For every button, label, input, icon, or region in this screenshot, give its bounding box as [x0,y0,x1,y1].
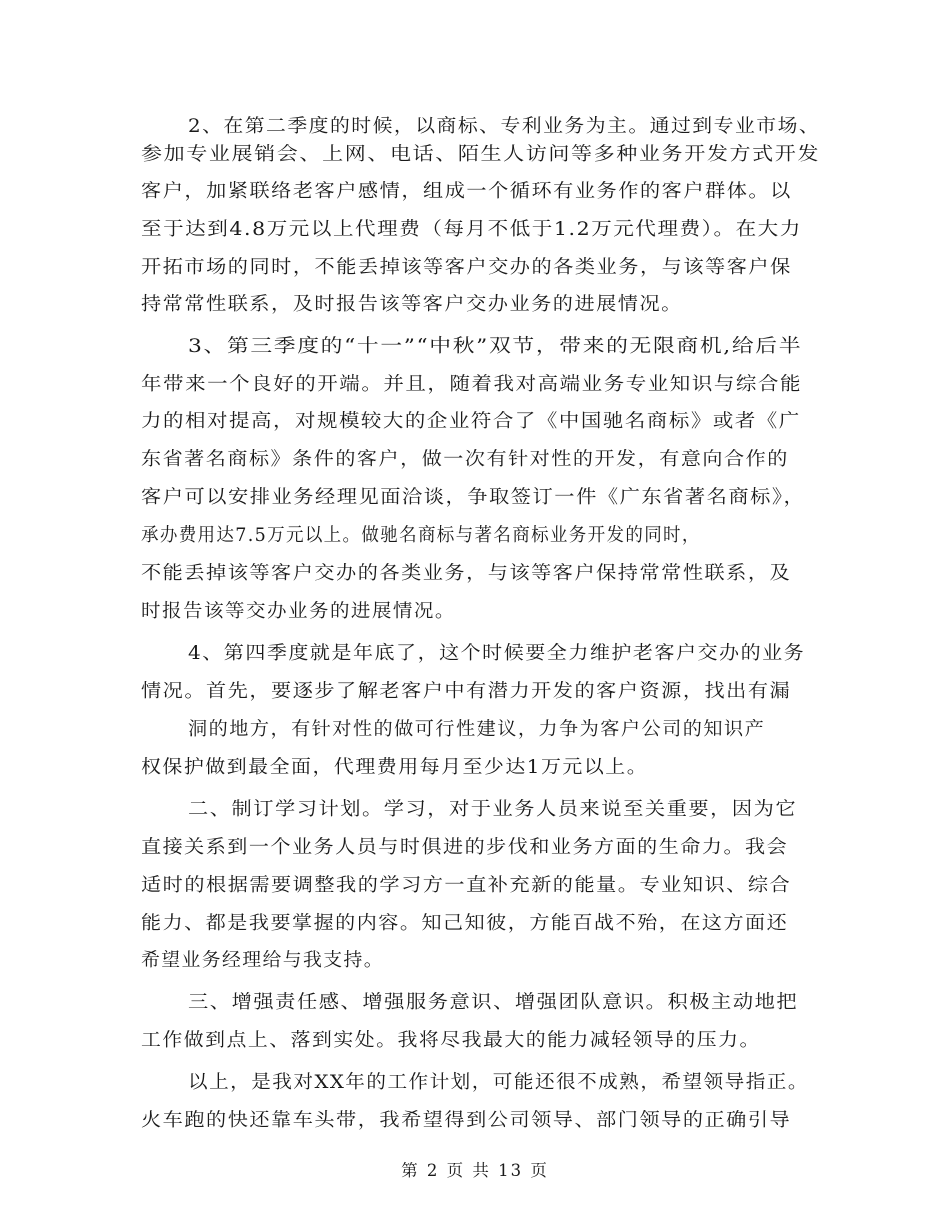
body-line: 东省著名商标》条件的客户，做一次有针对性的开发，有意向合作的 [141,449,789,470]
body-line: 开拓市场的同时，不能丢掉该等客户交办的各类业务，与该等客户保 [141,257,792,278]
body-line: 2、在第二季度的时候，以商标、专利业务为主。通过到专业市场、 [188,116,821,137]
body-line: 情况。首先，要逐步了解老客户中有潜力开发的客户资源，找出有漏 [141,681,792,702]
body-line: 客户，加紧联络老客户感情，组成一个循环有业务作的客户群体。以 [141,181,792,202]
body-line: 3、第三季度的“十一”“中秋”双节，带来的无限商机,给后半 [188,336,803,357]
body-line: 火车跑的快还靠车头带，我希望得到公司领导、部门领导的正确引导 [141,1110,792,1131]
body-line: 二、制订学习计划。学习，对于业务人员来说至关重要，因为它 [188,799,798,820]
body-line: 希望业务经理给与我支持。 [141,950,385,971]
body-line: 承办费用达7.5万元以上。做驰名商标与著名商标业务开发的同时， [141,525,701,546]
body-line: 不能丢掉该等客户交办的各类业务，与该等客户保持常常性联系，及 [141,563,792,584]
body-line: 4、第四季度就是年底了，这个时候要全力维护老客户交办的业务 [188,643,806,664]
body-line: 直接关系到一个业务人员与时俱进的步伐和业务方面的生命力。我会 [141,837,789,858]
body-line: 工作做到点上、落到实处。我将尽我最大的能力减轻领导的压力。 [141,1030,761,1051]
body-line: 以上，是我对XX年的工作计划，可能还很不成熟，希望领导指正。 [188,1072,809,1093]
body-line: 洞的地方，有针对性的做可行性建议，力争为客户公司的知识产 [188,719,766,740]
body-line: 力的相对提高，对规模较大的企业符合了《中国驰名商标》或者《广 [141,411,801,432]
body-line: 至于达到4.8万元以上代理费（每月不低于1.2万元代理费）。在大力 [141,219,802,240]
body-line: 参加专业展销会、上网、电话、陌生人访问等多种业务开发方式开发 [141,144,821,165]
body-line: 时报告该等交办业务的进展情况。 [141,601,456,622]
body-line: 年带来一个良好的开端。并且，随着我对高端业务专业知识与综合能 [141,374,803,395]
body-line: 持常常性联系，及时报告该等客户交办业务的进展情况。 [141,294,683,315]
body-line: 适时的根据需要调整我的学习方一直补充新的能量。专业知识、综合 [141,875,792,896]
body-line: 能力、都是我要掌握的内容。知己知彼，方能百战不殆，在这方面还 [141,913,789,934]
body-line: 客户可以安排业务经理见面洽谈，争取签订一件《广东省著名商标》， [141,487,806,508]
body-line: 三、增强责任感、增强服务意识、增强团队意识。积极主动地把 [188,992,799,1013]
page-footer: 第 2 页 共 13 页 [401,1161,549,1180]
body-line: 权保护做到最全面，代理费用每月至少达1万元以上。 [141,757,649,778]
